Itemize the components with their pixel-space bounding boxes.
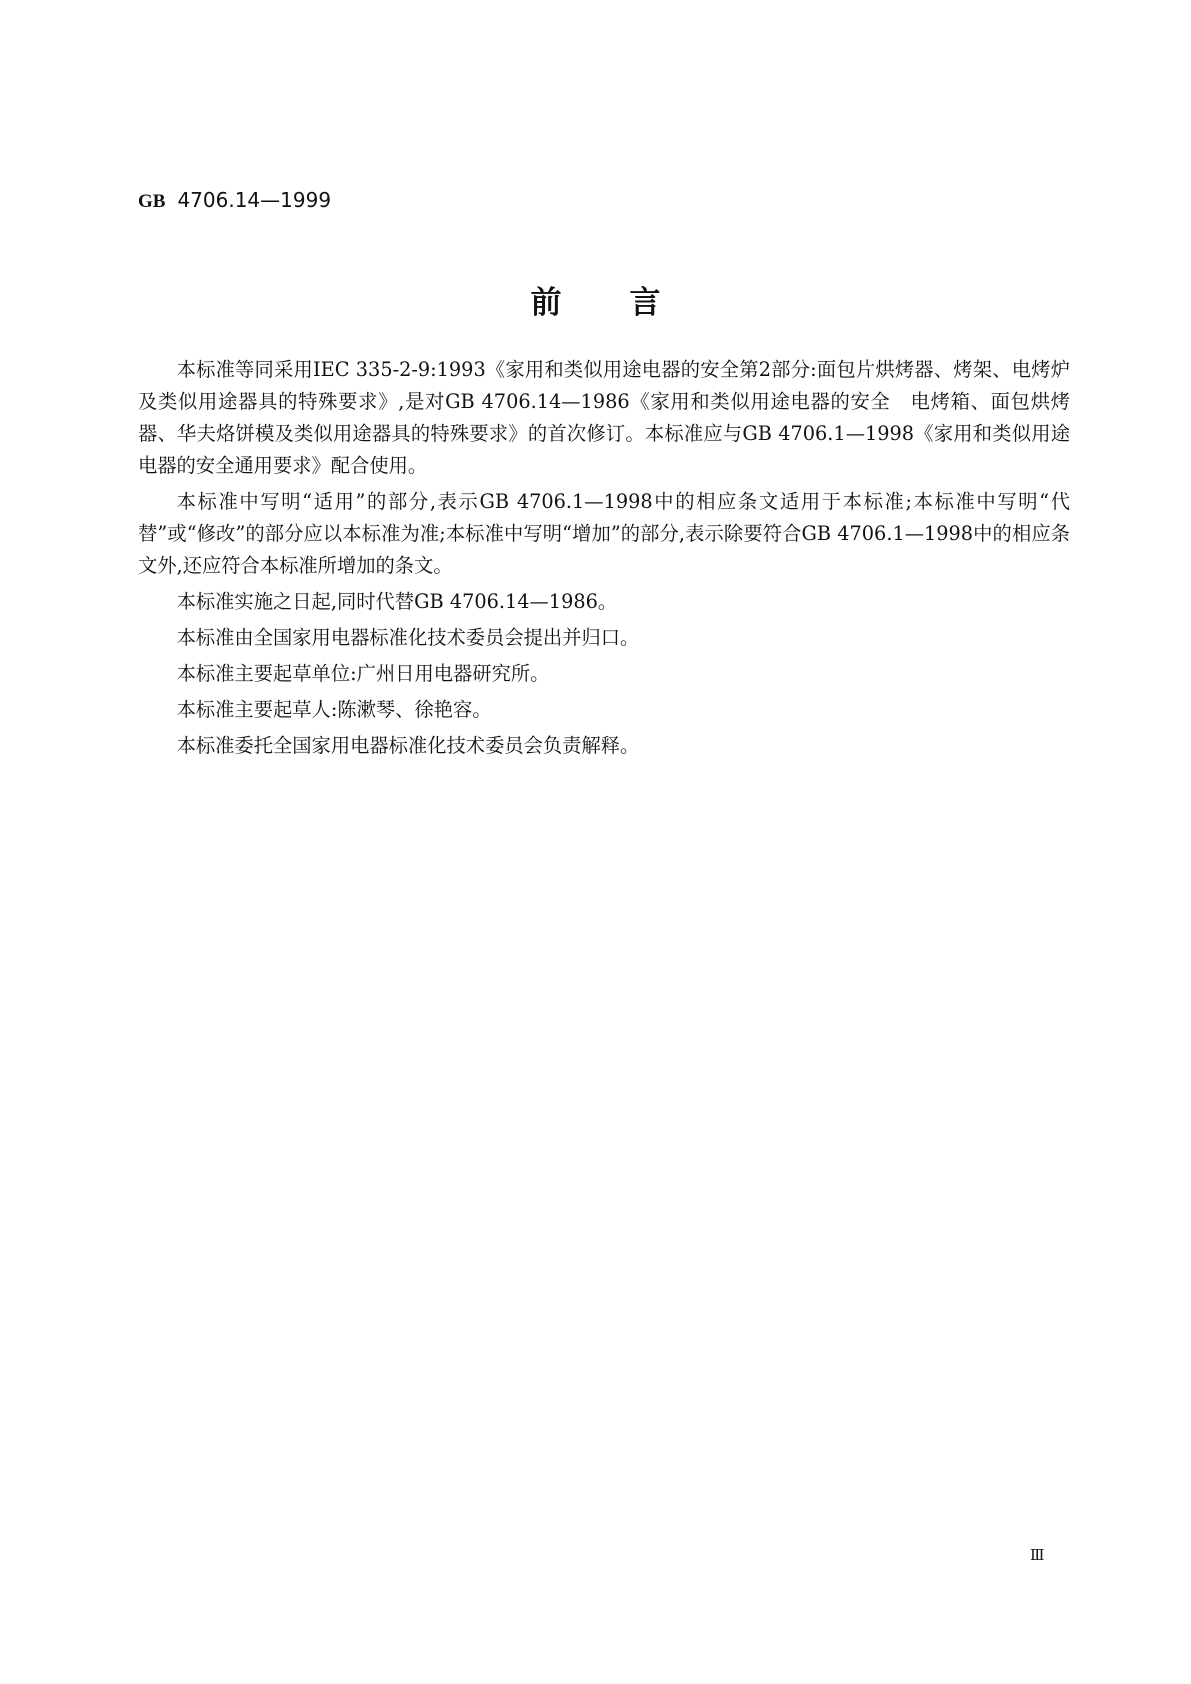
foreword-body — [138, 354, 1070, 766]
paragraph-applicability: 本标准中写明“适用”的部分,表示GB 4706.1—1998中的相应条文适用于本标准;本标准中写明“代替”或“修改”的部分应以本标准为准;本标准中写明“增加”的部分,表示除要符合GB 4706.1—1998中的相应条文外,还应符合本标准所增加的条文。 — [138, 490, 1070, 577]
page-title: 前言 — [530, 285, 729, 321]
paragraph-proposer: 本标准由全国家用电器标准化技术委员会提出并归口。 — [176, 626, 640, 649]
paragraph-drafting-unit: 本标准主要起草单位:广州日用电器研究所。 — [176, 662, 550, 685]
standard-code-header — [138, 188, 331, 214]
paragraph-interpretation: 本标准委托全国家用电器标准化技术委员会负责解释。 — [176, 734, 640, 757]
paragraph-adoption: 本标准等同采用IEC 335-2-9:1993《家用和类似用途电器的安全第2部分:面包片烘烤器、烤架、电烤炉及类似用途器具的特殊要求》,是对GB 4706.14—1986《家用和类似用途电器的安全 电烤箱、面包烘烤器、华夫烙饼模及类似用途器具的特殊要求》的首次修订。本标准应与GB 4706.1—1998《家用和类似用途电器的安全通用要求》配合使用。 — [138, 358, 1070, 477]
standard-code-prefix: GB — [138, 191, 166, 212]
paragraph-replacement: 本标准实施之日起,同时代替GB 4706.14—1986。 — [176, 590, 618, 613]
page-number: Ⅲ — [1030, 1546, 1045, 1564]
standard-code-number: 4706.14—1999 — [177, 188, 332, 212]
paragraph-drafters: 本标准主要起草人:陈漱琴、徐艳容。 — [176, 698, 492, 721]
